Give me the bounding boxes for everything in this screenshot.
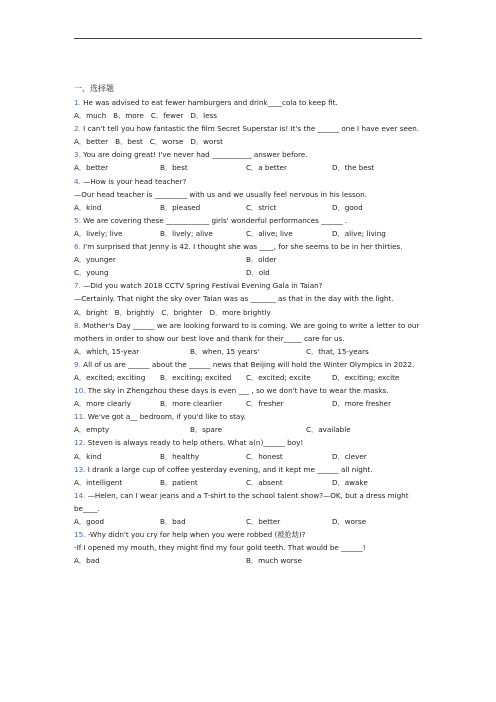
option[interactable]: D．the best	[332, 163, 375, 173]
question-4-continuation: —Our head teacher is _________ with us and we usually feel nervous in his lesson.	[74, 189, 368, 199]
option[interactable]: A．bright	[74, 307, 108, 317]
question-number: 14.	[74, 490, 86, 500]
option[interactable]: B．brightly	[114, 307, 155, 317]
question-9	[74, 358, 424, 371]
option[interactable]: C．a better	[246, 163, 287, 173]
options-11	[74, 423, 424, 436]
question-text: —Did you watch 2018 CCTV Spring Festival Evening Gala in Taian?	[83, 281, 323, 291]
question-14	[74, 489, 424, 515]
option[interactable]: A．empty	[74, 425, 110, 435]
option[interactable]: B．older	[246, 255, 277, 265]
option[interactable]: B．lively; alive	[160, 228, 213, 238]
option[interactable]: C．absent	[246, 477, 283, 487]
option[interactable]: B．pleased	[160, 202, 201, 212]
question-number: 7.	[74, 281, 81, 291]
question-number: 6.	[74, 242, 81, 252]
question-12	[74, 436, 424, 449]
question-text: —How is your head teacher?	[83, 176, 187, 186]
option[interactable]: A．excited; exciting	[74, 372, 146, 382]
option[interactable]: C．fewer	[150, 111, 184, 121]
option[interactable]: D．good	[332, 202, 363, 212]
options-13	[74, 476, 424, 489]
question-7-continuation: —Certainly. That night the sky over Taian was as _______ as that in the day with the light.	[74, 294, 394, 304]
option[interactable]: C．excited; excite	[246, 372, 311, 382]
option[interactable]: B．best	[115, 137, 143, 147]
options-5	[74, 227, 424, 240]
option[interactable]: D．alive; living	[332, 228, 386, 238]
question-5	[74, 214, 424, 227]
question-1	[74, 96, 424, 109]
option[interactable]: A．kind	[74, 202, 102, 212]
question-15-continuation: -If I opened my mouth, they might find my four gold teeth. That would be ______!	[74, 543, 366, 553]
option[interactable]: A．much	[74, 111, 107, 121]
option[interactable]: D．worse	[332, 517, 367, 526]
option[interactable]: D．awake	[332, 477, 368, 487]
option[interactable]: A．younger	[74, 255, 116, 265]
question-15	[74, 528, 424, 541]
options-8	[74, 345, 424, 358]
question-number: 4.	[74, 176, 81, 186]
question-text: Steven is always ready to help others. What a(n)______ boy!	[87, 438, 304, 448]
options-10	[74, 397, 424, 410]
options-3	[74, 161, 424, 174]
options-6-row-2	[74, 266, 424, 279]
option[interactable]: B．more clearlier	[160, 399, 223, 409]
question-number: 3.	[74, 150, 81, 160]
question-list	[74, 82, 424, 567]
option[interactable]: B．when, 15 years'	[190, 346, 260, 356]
option[interactable]: C．young	[74, 268, 109, 278]
option[interactable]: B．healthy	[160, 451, 200, 461]
question-number: 10.	[74, 386, 86, 396]
option[interactable]: C．fresher	[246, 399, 284, 409]
question-text: We've got a__ bedroom, if you'd like to stay.	[87, 412, 246, 422]
option[interactable]: B．best	[160, 163, 188, 173]
question-text: Mother's Day ______ we are looking forward to is coming. We are going to write a letter to our mothers in order to show our best love and thank for their_____ care for us.	[74, 320, 420, 343]
question-7	[74, 279, 424, 292]
option[interactable]: A．better	[74, 137, 109, 147]
question-text: You are doing great! I've never had ___________ answer before.	[83, 150, 308, 160]
option[interactable]: D．less	[190, 111, 217, 121]
option[interactable]: C．worse	[149, 137, 184, 147]
options-9	[74, 371, 424, 384]
question-text: I'm surprised that Jenny is 42. I thought she was ____, for she seems to be in her thirties.	[83, 242, 403, 252]
option[interactable]: B．exciting; excited	[160, 372, 232, 382]
option[interactable]: D．more brightly	[209, 307, 271, 317]
option[interactable]: C．available	[306, 425, 351, 435]
option[interactable]: D．old	[246, 268, 270, 278]
question-10	[74, 384, 424, 397]
option[interactable]: B．much worse	[246, 556, 302, 566]
question-number: 1.	[74, 98, 81, 107]
question-number: 13.	[74, 464, 86, 474]
option[interactable]: A．kind	[74, 451, 102, 461]
header-rule	[74, 38, 422, 39]
question-number: 8.	[74, 320, 81, 330]
options-6-row-1	[74, 253, 424, 266]
question-text: -Why didn't you cry for help when you were robbed (被抢劫)?	[87, 530, 306, 540]
option[interactable]: A．good	[74, 517, 105, 526]
option[interactable]: B．more	[113, 111, 144, 121]
question-13	[74, 463, 424, 476]
question-text: —Helen, can I wear jeans and a T-shirt to the school talent show?—OK, but a dress might be____.	[74, 490, 409, 513]
option[interactable]: A．intelligent	[74, 477, 123, 487]
option[interactable]: C．alive; live	[246, 228, 293, 238]
option[interactable]: C．honest	[246, 451, 283, 461]
option[interactable]: A．lively; live	[74, 228, 123, 238]
option[interactable]: A．more clearly	[74, 399, 131, 409]
question-8	[74, 319, 424, 345]
option[interactable]: A．better	[74, 163, 109, 173]
option[interactable]: A．which, 15-year	[74, 346, 140, 356]
option[interactable]: C．better	[246, 517, 281, 526]
question-text: All of us are ______ about the ______ news that Beijing will hold the Winter Olympics in 2022.	[83, 359, 415, 369]
option[interactable]: C．brighter	[161, 307, 203, 317]
question-text: He was advised to eat fewer hamburgers and drink____cola to keep fit.	[83, 98, 338, 107]
option[interactable]: A．bad	[74, 556, 100, 566]
options-1	[74, 109, 424, 122]
section-title: 一、选择题	[74, 84, 114, 93]
options-7	[74, 306, 424, 319]
question-number: 12.	[74, 438, 86, 448]
option[interactable]: D．more fresher	[332, 399, 392, 409]
question-number: 15.	[74, 530, 86, 540]
question-text: The sky in Zhengzhou these days is even ___ , so we don't have to wear the masks.	[87, 386, 389, 396]
options-12	[74, 450, 424, 463]
option[interactable]: B．spare	[190, 425, 223, 435]
question-number: 11.	[74, 412, 86, 422]
question-number: 2.	[74, 124, 81, 134]
option[interactable]: D．exciting; excite	[332, 372, 400, 382]
option[interactable]: D．worst	[190, 137, 223, 147]
option[interactable]: B．bad	[160, 517, 186, 526]
options-14	[74, 515, 424, 528]
question-number: 9.	[74, 359, 81, 369]
question-text: I can't tell you how fantastic the film Secret Superstar is! It's the ______ one I have ever seen.	[83, 124, 420, 134]
option[interactable]: C．strict	[246, 202, 277, 212]
question-3	[74, 148, 424, 161]
question-6	[74, 240, 424, 253]
question-2	[74, 122, 424, 135]
options-15	[74, 554, 424, 567]
question-text: I drank a large cup of coffee yesterday evening, and it kept me ______ all night.	[87, 464, 373, 474]
options-2	[74, 135, 424, 148]
question-11	[74, 410, 424, 423]
option[interactable]: D．clever	[332, 451, 367, 461]
option[interactable]: C．that, 15-years	[306, 346, 369, 356]
options-4	[74, 201, 424, 214]
question-text: We are covering these ____________ girls' wonderful performances ______ .	[83, 215, 348, 225]
question-number: 5.	[74, 215, 81, 225]
question-4	[74, 175, 424, 188]
option[interactable]: B．patient	[160, 477, 198, 487]
